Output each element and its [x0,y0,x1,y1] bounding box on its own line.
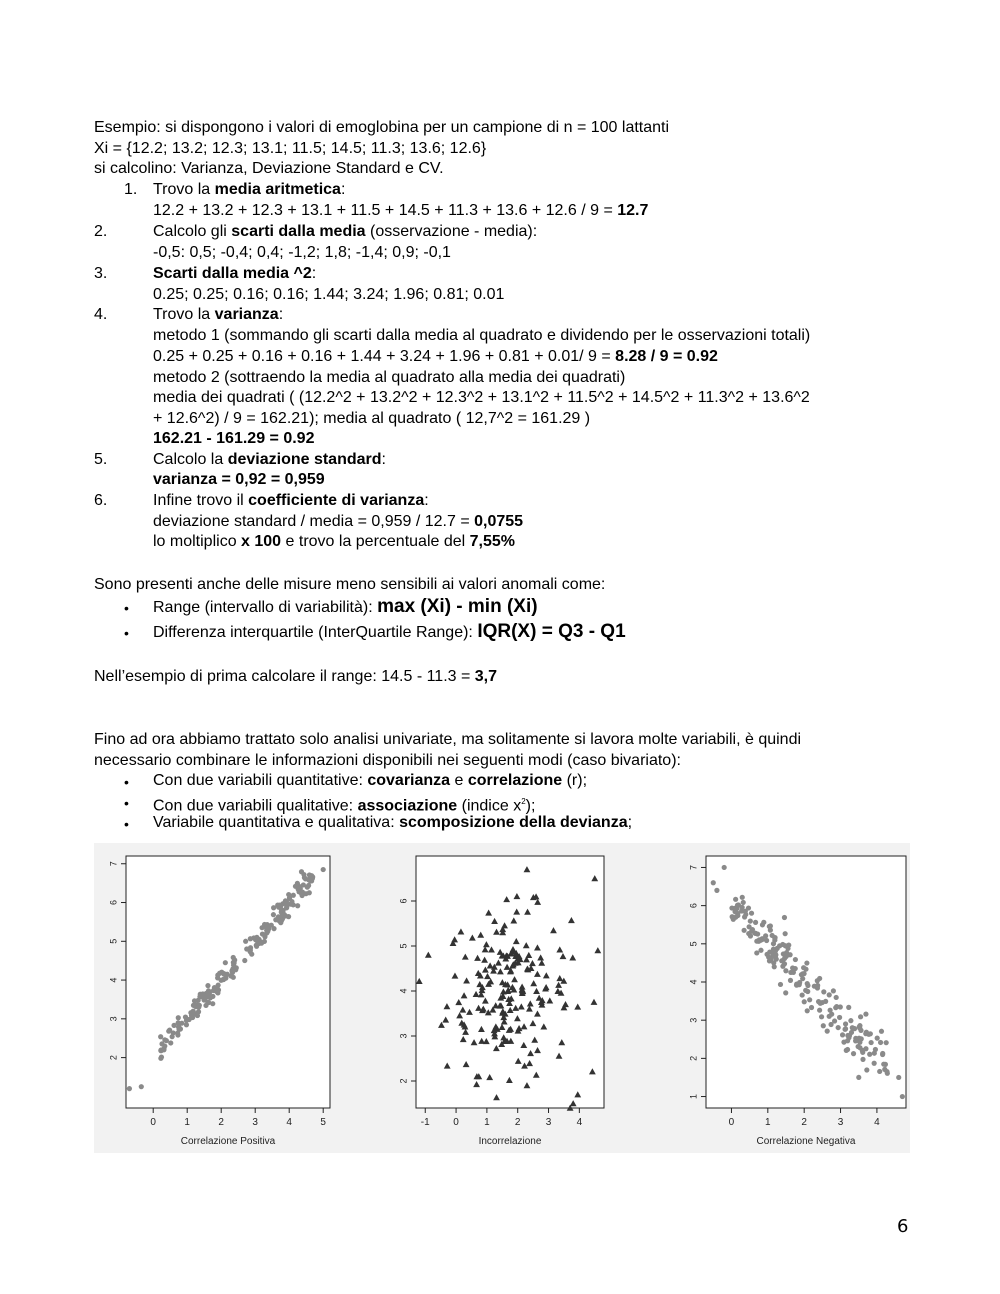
data-point [748,918,753,923]
data-point [167,1027,172,1032]
data-point [841,1040,846,1045]
data-point [242,958,247,963]
data-point [831,988,836,993]
method-2-result: 162.21 - 161.29 = 0.92 [153,430,315,447]
step-1-number: 1. [124,181,138,198]
x-tick-label: 3 [252,1117,258,1128]
data-point [794,983,799,988]
bivariate-line-2: necessario combinare le informazioni disponibili nei seguenti modi (caso bivariato): [94,752,681,769]
data-point [282,912,287,917]
intro-line-1: Esempio: si dispongono i valori di emoglobina per un campione di n = 100 lattanti [94,119,670,136]
data-point [877,1069,882,1074]
data-point [868,1031,873,1036]
data-point [170,1034,175,1039]
y-tick-label: 7 [688,864,699,870]
robust-intro: Sono presenti anche delle misure meno sensibili ai valori anomali come: [94,576,606,593]
x-tick-label: 3 [837,1117,844,1128]
data-point [159,1055,164,1060]
x-tick-label: 0 [453,1117,459,1128]
data-point [197,1003,202,1008]
y-tick-label: 2 [688,1055,699,1061]
data-point [231,955,236,960]
step-5-heading: Calcolo la deviazione standard: [153,451,386,468]
data-point [863,1031,868,1036]
data-point [284,904,289,909]
data-point [223,960,228,965]
data-point [176,1025,181,1030]
data-point [867,1052,872,1057]
data-point [821,989,826,994]
data-point [262,939,267,944]
data-point [778,982,783,987]
data-point [848,1018,853,1023]
data-point [243,939,248,944]
x-tick-label: 4 [576,1117,583,1128]
data-point [271,926,276,931]
data-point [836,1025,841,1030]
data-point [139,1084,144,1089]
intro-line-3: si calcolino: Varianza, Deviazione Standard e CV. [94,160,444,177]
step-6-heading: Infine trovo il coefficiente di varianza: [153,492,429,509]
step-5-number: 5. [94,451,108,468]
x-axis-label: Correlazione Negativa [756,1136,856,1147]
bullet-marker: • [124,625,129,641]
y-tick-label: 5 [398,943,409,949]
data-point [305,885,310,890]
step-2-heading: Calcolo gli scarti dalla media (osservazione - media): [153,223,538,240]
data-point [254,935,259,940]
data-point [783,990,788,995]
y-tick-label: 3 [688,1017,699,1023]
bivariate-line-1: Fino ad ora abbiamo trattato solo analisi univariate, ma solitamente si lavora molte variabili, è quindi [94,731,802,748]
data-point [171,1023,176,1028]
data-point [761,920,766,925]
step-3-number: 3. [94,265,108,282]
data-point [722,865,727,870]
data-point [295,903,300,908]
data-point [802,999,807,1004]
data-point [827,992,832,997]
data-point [857,1023,862,1028]
page-number: 6 [897,1216,909,1237]
data-point [231,975,236,980]
data-point [805,989,810,994]
step-2-values: -0,5: 0,5; -0,4; 0,4; -1,2; 1,8; -1,4; 0,9; -0,1 [153,244,451,261]
data-point [211,988,216,993]
data-point [768,923,773,928]
y-tick-label: 3 [108,1016,119,1022]
x-axis-label: Correlazione Positiva [180,1136,276,1147]
data-point [791,970,796,975]
x-tick-label: 1 [484,1117,490,1128]
data-point [742,928,747,933]
data-point [254,943,259,948]
data-point [772,935,777,940]
data-point [782,915,787,920]
data-point [127,1086,132,1091]
data-point [800,992,805,997]
data-point [749,911,754,916]
data-point [296,887,301,892]
data-point [216,983,221,988]
data-point [753,920,758,925]
method-2-line-2: + 12.6^2) / 9 = 162.21); media al quadrato ( 12,7^2 = 161.29 ) [153,410,591,427]
data-point [743,912,748,917]
data-point [203,1003,208,1008]
data-point [819,1014,824,1019]
data-point [733,915,738,920]
data-point [843,1021,848,1026]
data-point [880,1052,885,1057]
method-1-calculation: 0.25 + 0.25 + 0.16 + 0.16 + 1.44 + 3.24 + 1.96 + 0.81 + 0.01/ 9 = 8.28 / 9 = 0.92 [153,348,718,365]
data-point [793,957,798,962]
data-point [192,998,197,1003]
x-tick-label: 2 [514,1117,521,1128]
data-point [807,997,812,1002]
bullet-marker: • [124,816,129,832]
data-point [896,1075,901,1080]
data-point [205,990,210,995]
data-point [176,1015,181,1020]
data-point [221,977,226,982]
y-tick-label: 6 [688,903,699,909]
data-point [783,943,788,948]
data-point [885,1071,890,1076]
iqr-item: Differenza interquartile (InterQuartile Range): IQR(X) = Q3 - Q1 [153,621,626,642]
data-point [307,890,312,895]
x-tick-label: 1 [765,1117,771,1128]
data-point [259,925,264,930]
data-point [266,926,271,931]
data-point [881,1062,886,1067]
data-point [847,1033,852,1038]
data-point [767,958,772,963]
data-point [856,1075,861,1080]
x-tick-label: 0 [150,1117,156,1128]
data-point [859,1036,864,1041]
data-point [161,1046,166,1051]
data-point [299,891,304,896]
data-point [858,1014,863,1019]
data-point [231,962,236,967]
data-point [783,968,788,973]
method-2-line-1: media dei quadrati ( (12.2^2 + 13.2^2 + 12.3^2 + 13.1^2 + 11.5^2 + 14.5^2 + 11.3^2 + 13.6^2 [153,389,810,406]
data-point [850,1025,855,1030]
data-point [309,873,314,878]
y-tick-label: 6 [108,900,119,906]
data-point [878,1040,883,1045]
x-tick-label: 1 [184,1117,190,1128]
x-tick-label: 0 [728,1117,735,1128]
x-tick-label: 2 [218,1117,224,1128]
data-point [863,1046,868,1051]
data-point [732,909,737,914]
data-point [812,984,817,989]
range-item: Range (intervallo di variabilità): max (Xi) - min (Xi) [153,596,538,617]
data-point [278,920,283,925]
bullet-marker: • [124,795,129,811]
y-tick-label: 2 [108,1055,119,1061]
data-point [856,1044,861,1049]
data-point [299,869,304,874]
data-point [820,1000,825,1005]
data-point [875,1036,880,1041]
data-point [837,1015,842,1020]
data-point [210,1001,215,1006]
data-point [803,967,808,972]
method-2-description: metodo 2 (sottraendo la media al quadrato alla media dei quadrati) [153,369,626,386]
data-point [872,1061,877,1066]
data-point [773,952,778,957]
data-point [864,1067,869,1072]
bivariate-item-quantitative: Con due variabili quantitative: covarianza e correlazione (r); [153,772,588,789]
data-point [781,951,786,956]
data-point [741,900,746,905]
data-point [714,888,719,893]
data-point [758,948,763,953]
data-point [733,897,738,902]
data-point [271,912,276,917]
data-point [884,1040,889,1045]
data-point [215,975,220,980]
step-2-number: 2. [94,223,108,240]
data-point [900,1094,905,1099]
data-point [168,1040,173,1045]
scatterplots-svg [94,843,910,1153]
data-point [225,972,230,977]
x-tick-label: 5 [320,1117,326,1128]
y-tick-label: 2 [398,1078,409,1084]
step-1-heading: Trovo la media aritmetica: [153,181,346,198]
data-point [843,1026,848,1031]
data-point [271,905,276,910]
data-point [771,941,776,946]
data-point [788,952,793,957]
bullet-marker: • [124,774,129,790]
data-point [287,895,292,900]
data-point [191,1010,196,1015]
data-point [208,995,213,1000]
data-point [244,946,249,951]
step-6-line-2: lo moltiplico x 100 e trovo la percentuale del 7,55% [153,533,516,550]
data-point [825,1029,830,1034]
plot-frame [416,856,604,1108]
data-point [183,1014,188,1019]
data-point [249,952,254,957]
data-point [175,1032,180,1037]
y-tick-label: 4 [688,979,699,985]
step-5-result: varianza = 0,92 = 0,959 [153,471,325,488]
data-point [711,880,716,885]
data-point [809,1005,814,1010]
method-1-description: metodo 1 (sommando gli scarti dalla media al quadrato e dividendo per le osservazioni totali) [153,327,811,344]
y-tick-label: 6 [398,898,409,904]
x-tick-label: -1 [420,1117,430,1128]
data-point [295,881,300,886]
y-tick-label: 4 [398,988,409,994]
y-tick-label: 3 [398,1033,409,1039]
data-point [872,1051,877,1056]
step-1-calculation: 12.2 + 13.2 + 12.3 + 13.1 + 11.5 + 14.5 + 11.3 + 13.6 + 12.6 / 9 = 12.7 [153,202,649,219]
range-example: Nell’esempio di prima calcolare il range: 14.5 - 11.3 = 3,7 [94,668,498,685]
data-point [853,1038,858,1043]
step-6-number: 6. [94,492,108,509]
bivariate-item-mixed: Variabile quantitativa e qualitativa: scomposizione della devianza; [153,814,633,831]
data-point [788,978,793,983]
data-point [869,1040,874,1045]
data-point [844,1048,849,1053]
data-point [817,976,822,981]
data-point [764,952,769,957]
data-point [763,933,768,938]
data-point [191,1003,196,1008]
data-point [860,1057,865,1062]
data-point [879,1029,884,1034]
y-tick-label: 7 [108,861,119,867]
data-point [846,1005,851,1010]
y-tick-label: 5 [688,941,699,947]
data-point [772,964,777,969]
x-axis-label: Incorrelazione [478,1136,542,1147]
x-tick-label: 4 [874,1117,880,1128]
bivariate-item-qualitative: Con due variabili qualitative: associazione (indice $x^2$); [153,797,536,815]
step-3-values: 0.25; 0.25; 0.16; 0.16; 1.44; 3.24; 1.96; 0.81; 0.01 [153,286,505,303]
x-tick-label: 3 [545,1117,552,1128]
y-tick-label: 4 [108,977,119,983]
data-point [278,903,283,908]
data-point [821,1023,826,1028]
data-point [184,1022,189,1027]
data-point [748,933,753,938]
x-tick-label: 4 [286,1117,292,1128]
bullet-marker: • [124,600,129,616]
data-point [840,1032,845,1037]
scatterplots-figure [94,843,910,1153]
data-point [775,946,780,951]
data-point [858,1028,863,1033]
data-point [804,960,809,965]
data-point [158,1034,163,1039]
data-point [827,1014,832,1019]
data-point [863,1012,868,1017]
data-point [833,1005,838,1010]
data-point [805,981,810,986]
data-point [754,939,759,944]
data-point [828,1022,833,1027]
step-6-line-1: deviazione standard / media = 0,959 / 12.7 = 0,0755 [153,513,524,530]
y-tick-label: 1 [688,1094,699,1100]
data-point [740,895,745,900]
x-tick-label: 2 [801,1117,807,1128]
data-point [817,1008,822,1013]
data-point [205,983,210,988]
data-point [834,995,839,1000]
data-point [321,867,326,872]
data-point [248,936,253,941]
data-point [162,1037,167,1042]
step-3-heading: Scarti dalla media ^2: [153,265,317,282]
y-tick-label: 5 [108,938,119,944]
data-point [262,934,267,939]
data-point [805,1008,810,1013]
step-4-heading: Trovo la varianza: [153,306,284,323]
data-point [782,956,787,961]
data-point [740,905,745,910]
intro-line-2: Xi = {12.2; 13.2; 12.3; 13.1; 11.5; 14.5; 11.3; 13.6; 12.6} [94,140,487,157]
data-point [851,1051,856,1056]
step-4-number: 4. [94,306,108,323]
data-point [752,931,757,936]
data-point [783,931,788,936]
